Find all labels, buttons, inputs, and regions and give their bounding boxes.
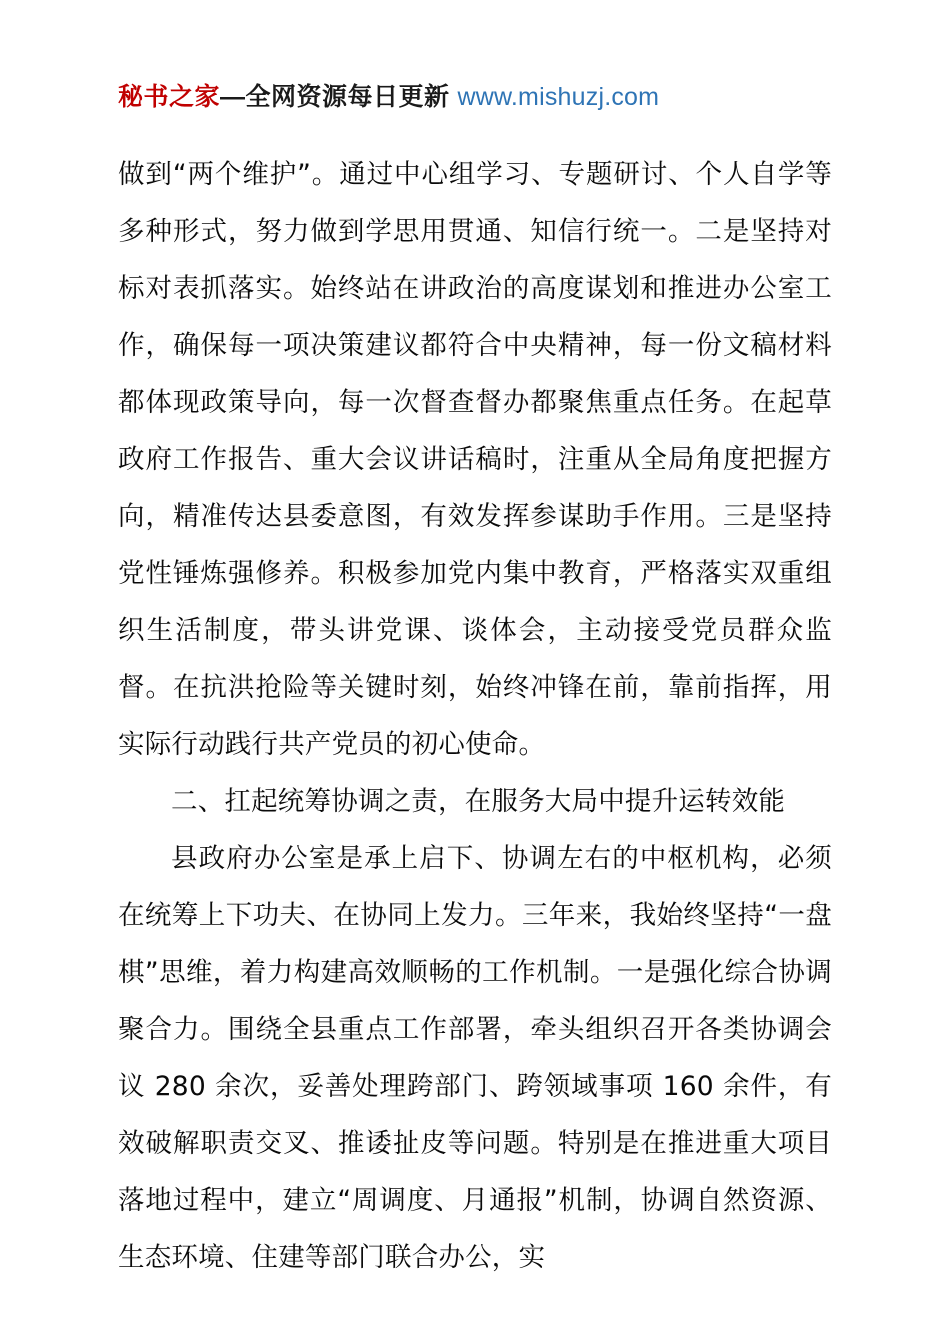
site-brand-label: 秘书之家	[118, 83, 221, 111]
site-url-link[interactable]: www.mishuzj.com	[457, 83, 660, 111]
site-tagline-label: —全网资源每日更新	[220, 83, 450, 111]
paragraph-1: 做到“两个维护”。通过中心组学习、专题研讨、个人自学等多种形式，努力做到学思用贯通、知信行统一。二是坚持对标对表抓落实。始终站在讲政治的高度谋划和推进办公室工作，确保每一项决策建议都符合中央精神，每一份文稿材料都体现政策导向，每一次督查督办都聚焦重点任务。在起草政府工作报告、重大会议讲话稿时，注重从全局角度把握方向，精准传达县委意图，有效发挥参谋助手作用。三是坚持党性锤炼强修养。积极参加党内集中教育，严格落实双重组织生活制度，带头讲党课、谈体会，主动接受党员群众监督。在抗洪抢险等关键时刻，始终冲锋在前，靠前指挥，用实际行动践行共产党员的初心使命。	[118, 158, 832, 760]
document-body	[118, 146, 832, 1286]
paragraph-2-heading: 二、扛起统筹协调之责，在服务大局中提升运转效能	[171, 785, 786, 817]
paragraph-3: 县政府办公室是承上启下、协调左右的中枢机构，必须在统筹上下功夫、在协同上发力。三年来，我始终坚持“一盘棋”思维，着力构建高效顺畅的工作机制。一是强化综合协调聚合力。围绕全县重点工作部署，牵头组织召开各类协调会议 280 余次，妥善处理跨部门、跨领域事项 160 余件，有效破解职责交叉、推诿扯皮等问题。特别是在推进重大项目落地过程中，建立“周调度、月通报”机制，协调自然资源、生态环境、住建等部门联合办公，实	[118, 842, 832, 1273]
site-watermark-header	[118, 0, 832, 112]
